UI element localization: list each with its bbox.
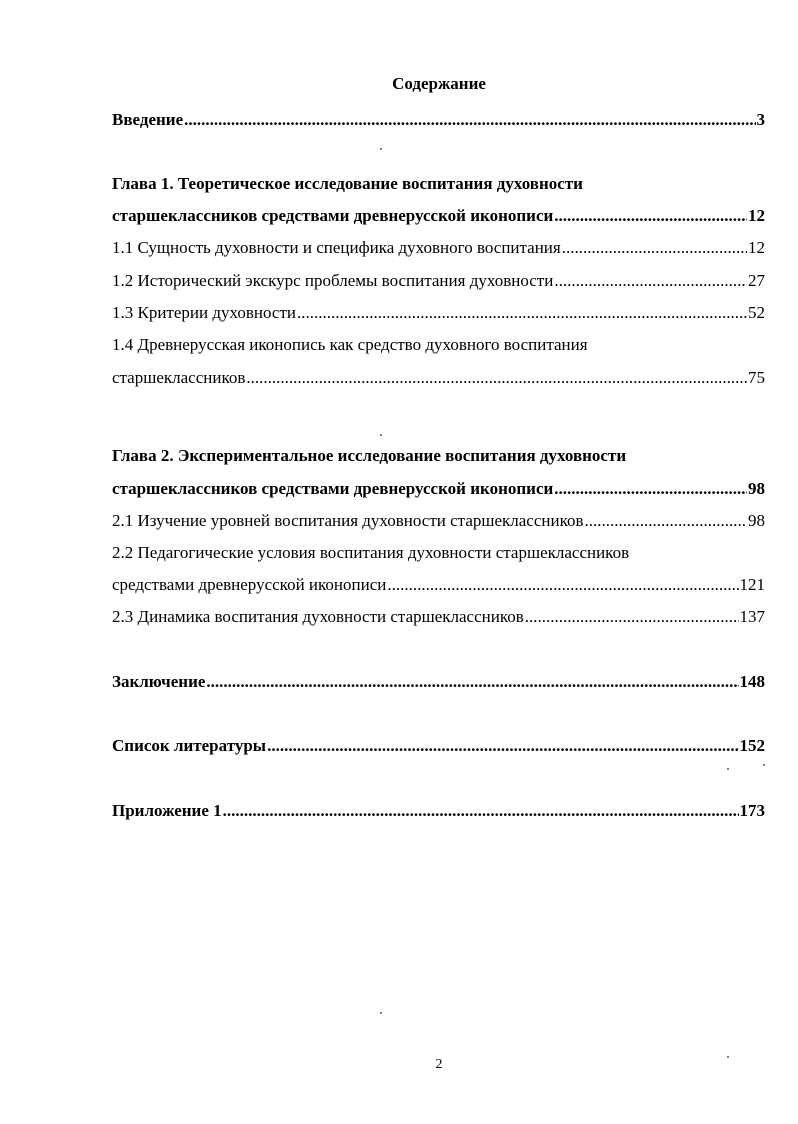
toc-leader-dots	[184, 108, 755, 132]
toc-leader-dots	[554, 269, 747, 293]
toc-entry-appendix[interactable]	[112, 799, 765, 823]
toc-leader-dots	[206, 670, 738, 694]
toc-leader-dots	[267, 734, 738, 758]
toc-section-2-1[interactable]	[112, 509, 765, 533]
toc-page-number: 12	[748, 206, 765, 225]
toc-leader-dots	[554, 477, 747, 501]
toc-page-number: 98	[748, 511, 765, 530]
toc-leader-dots	[223, 799, 739, 823]
toc-entry-conclusion[interactable]	[112, 670, 765, 694]
toc-entry-label: 1.2 Исторический экскурс проблемы воспитания духовности	[112, 271, 554, 290]
toc-page-number: 98	[748, 479, 765, 498]
page-title: Содержание	[392, 74, 486, 93]
toc-section-2-2-line1[interactable]: 2.2 Педагогические условия воспитания духовности старшеклассников	[112, 543, 630, 562]
toc-leader-dots	[585, 509, 748, 533]
toc-entry-label: средствами древнерусской иконописи	[112, 575, 387, 594]
toc-leader-dots	[554, 204, 747, 228]
toc-entry-references[interactable]	[112, 734, 765, 758]
toc-leader-dots	[525, 605, 739, 629]
toc-entry-label: старшеклассников средствами древнерусской иконописи	[112, 479, 554, 498]
scan-speck	[380, 148, 382, 150]
toc-leader-dots	[246, 366, 747, 390]
toc-page-number: 3	[756, 110, 765, 129]
toc-page-number: 52	[748, 303, 765, 322]
toc-page-number: 75	[748, 368, 765, 387]
toc-leader-dots	[387, 573, 738, 597]
toc-chapter2-title-line1[interactable]: Глава 2. Экспериментальное исследование воспитания духовности	[112, 446, 627, 465]
toc-chapter1-title-line1[interactable]: Глава 1. Теоретическое исследование воспитания духовности	[112, 174, 583, 193]
toc-entry-label: Заключение	[112, 672, 206, 691]
toc-page-number: 12	[748, 238, 765, 257]
toc-page-number: 173	[739, 801, 765, 820]
toc-leader-dots	[562, 236, 747, 260]
toc-entry-label: 1.3 Критерии духовности	[112, 303, 296, 322]
toc-chapter1-title-line2[interactable]	[112, 204, 765, 228]
scan-speck	[727, 1056, 729, 1058]
toc-section-2-2-line2[interactable]	[112, 573, 765, 597]
toc-page-number: 27	[748, 271, 765, 290]
toc-entry-label: Список литературы	[112, 736, 267, 755]
scan-speck	[380, 434, 382, 436]
toc-entry-label: 2.1 Изучение уровней воспитания духовности старшеклассников	[112, 511, 584, 530]
toc-entry-label: старшеклассников	[112, 368, 246, 387]
toc-leader-dots	[297, 301, 747, 325]
scan-speck	[727, 768, 729, 770]
toc-page-number: 152	[739, 736, 765, 755]
toc-chapter2-title-line2[interactable]	[112, 477, 765, 501]
toc-page-number: 148	[739, 672, 765, 691]
toc-section-1-4-line2[interactable]	[112, 366, 765, 390]
toc-page-number: 121	[739, 575, 765, 594]
toc-entry-label: Введение	[112, 110, 184, 129]
toc-entry-label: 1.1 Сущность духовности и специфика духовного воспитания	[112, 238, 561, 257]
toc-section-2-3[interactable]	[112, 605, 765, 629]
toc-entry-label: 2.3 Динамика воспитания духовности старшеклассников	[112, 607, 524, 626]
toc-section-1-1[interactable]	[112, 236, 765, 260]
scan-speck	[380, 1012, 382, 1014]
toc-section-1-4-line1[interactable]: 1.4 Древнерусская иконопись как средство духовного воспитания	[112, 335, 588, 354]
scan-speck	[763, 764, 765, 766]
toc-entry-label: старшеклассников средствами древнерусской иконописи	[112, 206, 554, 225]
toc-entry-intro[interactable]	[112, 108, 765, 132]
toc-section-1-3[interactable]	[112, 301, 765, 325]
toc-page-number: 137	[739, 607, 765, 626]
toc-entry-label: Приложение 1	[112, 801, 222, 820]
toc-section-1-2[interactable]	[112, 269, 765, 293]
page-number: 2	[435, 1057, 443, 1072]
